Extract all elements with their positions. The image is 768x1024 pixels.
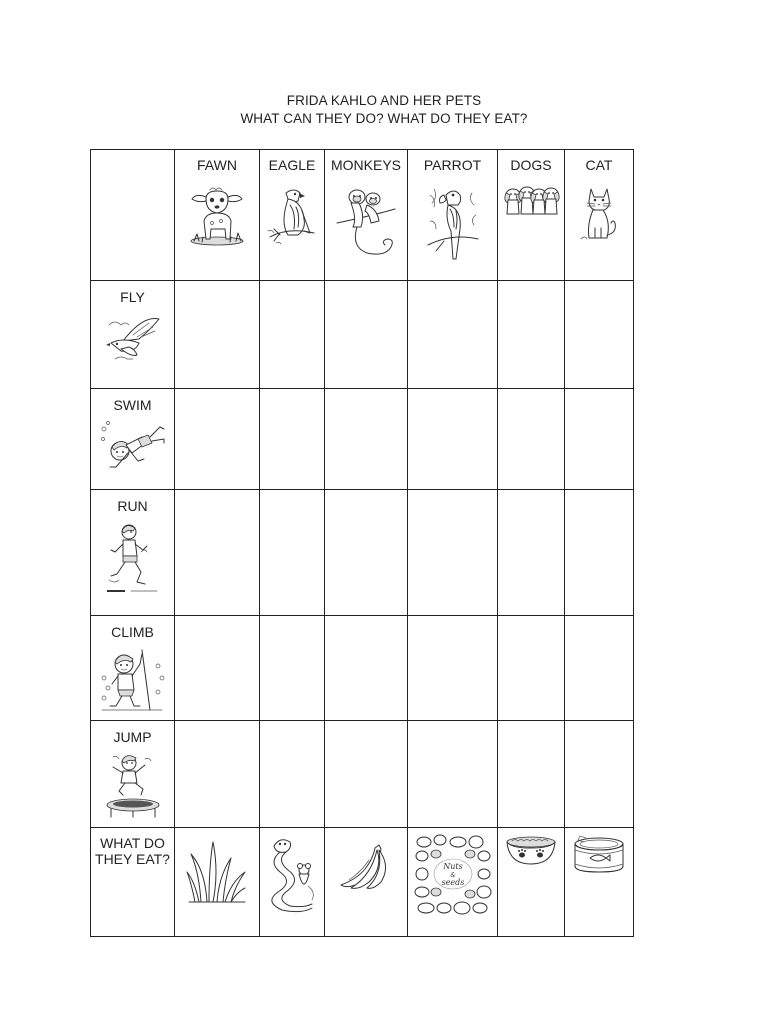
grid-cell[interactable] [498, 389, 565, 490]
ability-row-fly [91, 281, 634, 389]
grid-cell[interactable] [260, 490, 325, 616]
ability-label-run: RUN [117, 498, 148, 514]
nuts-text-2: & [449, 872, 456, 879]
animal-label-monkeys: MONKEYS [330, 157, 401, 173]
food-row [91, 828, 634, 937]
grid-cell[interactable] [325, 721, 408, 828]
header-fawn [175, 150, 260, 281]
eagle-icon [266, 185, 318, 249]
ability-row-run [91, 490, 634, 616]
grid-cell[interactable] [260, 616, 325, 721]
grid-cell[interactable] [408, 721, 498, 828]
tuna-can-icon [572, 836, 626, 876]
trampoline-kid-icon [105, 753, 161, 819]
ability-label-climb: CLIMB [111, 624, 154, 640]
animal-label-cat: CAT [585, 157, 613, 173]
food-cell-fawn [175, 828, 260, 937]
grid-cell[interactable] [408, 616, 498, 721]
grid-cell[interactable] [498, 490, 565, 616]
grid-cell[interactable] [565, 490, 634, 616]
grid-cell[interactable] [260, 389, 325, 490]
grid-cell[interactable] [498, 616, 565, 721]
ability-cell-run [91, 490, 175, 616]
grid-cell[interactable] [565, 389, 634, 490]
flying-bird-icon [105, 313, 161, 365]
grid-cell[interactable] [260, 721, 325, 828]
ability-label-swim: SWIM [113, 397, 152, 413]
animal-label-fawn: FAWN [197, 157, 237, 173]
grid-cell[interactable] [565, 281, 634, 389]
ability-row-swim [91, 389, 634, 490]
grid-cell[interactable] [260, 281, 325, 389]
food-cell-cat [565, 828, 634, 937]
nuts-text-1: Nuts [442, 862, 463, 871]
grid-cell[interactable] [325, 490, 408, 616]
animal-label-eagle: EAGLE [268, 157, 316, 173]
grid-cell[interactable] [175, 389, 260, 490]
header-monkeys [325, 150, 408, 281]
swimming-kid-icon [100, 421, 166, 475]
grid-cell[interactable] [408, 281, 498, 389]
header-row [91, 150, 634, 281]
grid-cell[interactable] [325, 616, 408, 721]
header-dogs [498, 150, 565, 281]
bananas-icon [339, 844, 393, 890]
grid-cell[interactable] [325, 389, 408, 490]
ability-label-fly: FLY [120, 289, 145, 305]
ability-row-jump [91, 721, 634, 828]
ability-cell-jump [91, 721, 175, 828]
pets-abilities-table [90, 149, 634, 937]
food-cell-eagle [260, 828, 325, 937]
nuts-text-3: seeds [441, 878, 464, 887]
monkeys-icon [335, 185, 397, 259]
grid-cell[interactable] [498, 281, 565, 389]
ability-row-climb [91, 616, 634, 721]
nuts-and-seeds-icon [414, 834, 492, 916]
grid-cell[interactable] [408, 490, 498, 616]
empty-corner-cell [91, 150, 175, 281]
cat-icon [579, 185, 619, 243]
parrot-icon [426, 185, 480, 261]
header-cat [565, 150, 634, 281]
title-line-1: FRIDA KAHLO AND HER PETS [286, 93, 482, 108]
running-kid-icon [105, 522, 161, 594]
food-cell-parrot [408, 828, 498, 937]
grid-cell[interactable] [175, 616, 260, 721]
header-eagle [260, 150, 325, 281]
grid-cell[interactable] [498, 721, 565, 828]
worksheet-title [0, 92, 768, 128]
fawn-icon [188, 185, 246, 247]
ability-label-jump: JUMP [113, 729, 152, 745]
grid-cell[interactable] [565, 721, 634, 828]
animal-label-parrot: PARROT [423, 157, 482, 173]
grid-cell[interactable] [175, 721, 260, 828]
food-row-label: WHAT DO THEY EAT? [95, 835, 170, 867]
climbing-kid-icon [100, 648, 166, 714]
ability-cell-fly [91, 281, 175, 389]
food-cell-monkeys [325, 828, 408, 937]
ability-cell-swim [91, 389, 175, 490]
dog-food-bowl-icon [504, 836, 558, 868]
animal-label-dogs: DOGS [510, 157, 552, 173]
grid-cell[interactable] [175, 281, 260, 389]
header-parrot [408, 150, 498, 281]
grass-icon [185, 836, 249, 908]
food-row-label-cell [91, 828, 175, 937]
grid-cell[interactable] [325, 281, 408, 389]
dogs-icon [503, 185, 559, 219]
snake-and-mouse-icon [266, 836, 318, 914]
title-line-2: WHAT CAN THEY DO? WHAT DO THEY EAT? [240, 111, 528, 126]
grid-cell[interactable] [565, 616, 634, 721]
ability-cell-climb [91, 616, 175, 721]
grid-cell[interactable] [408, 389, 498, 490]
food-cell-dogs [498, 828, 565, 937]
grid-cell[interactable] [175, 490, 260, 616]
